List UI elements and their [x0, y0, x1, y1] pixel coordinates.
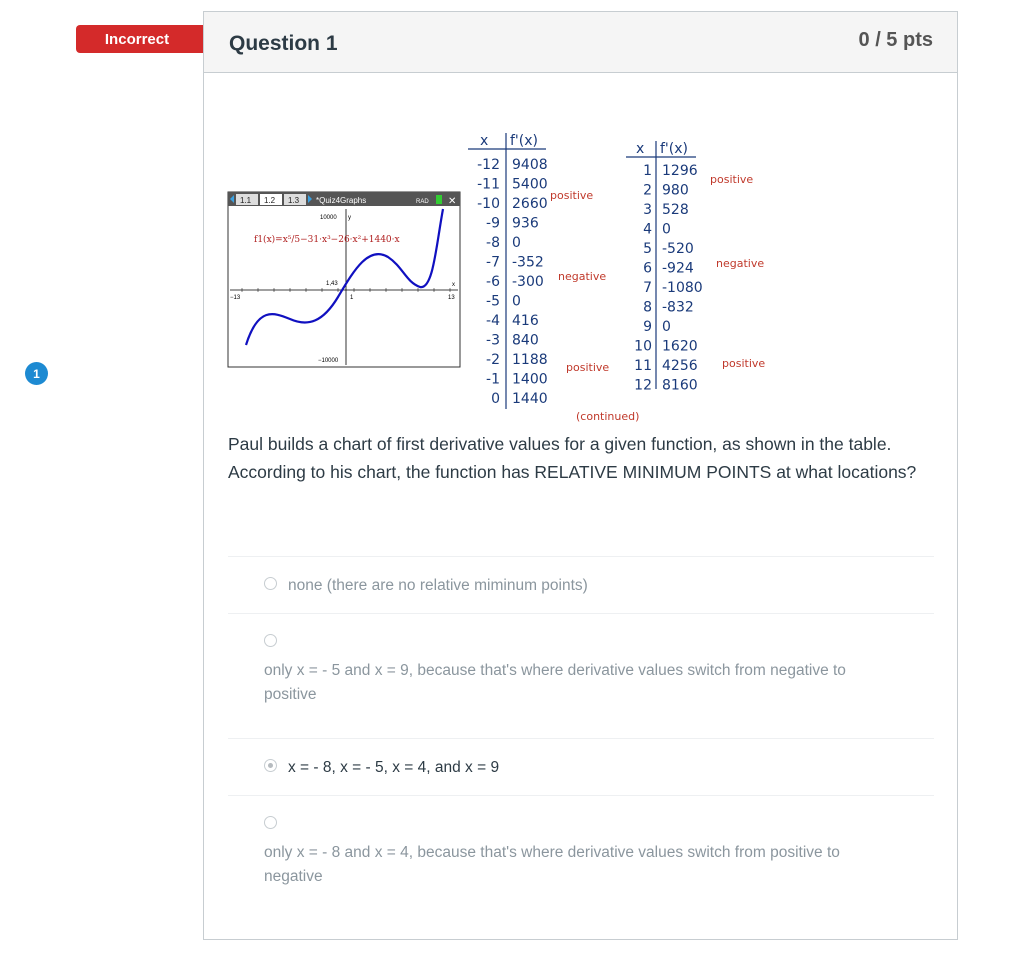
left-row-value-0: 9408 [512, 157, 548, 173]
calc-tab-3-label: 1.3 [288, 196, 300, 205]
answer-text-2: only x = - 5 and x = 9, because that's where derivative values switch from negative to positive [264, 662, 846, 703]
left-row-value-9: 840 [512, 332, 539, 349]
right-row-x-11: 12 [634, 377, 652, 394]
note-positive-r2: positive [722, 357, 766, 370]
left-row-x-7: -5 [486, 293, 500, 310]
left-row-value-12: 1440 [512, 391, 548, 407]
left-row-value-10: 1188 [512, 352, 548, 368]
left-row-x-12: 0 [491, 391, 500, 407]
note-positive-1: positive [550, 189, 594, 202]
svg-text:y: y [348, 215, 351, 221]
answer-text-3: x = - 8, x = - 5, x = 4, and x = 9 [288, 759, 500, 776]
calc-xmin: −13 [230, 295, 241, 301]
svg-text:x: x [480, 133, 489, 149]
derivative-table-left [468, 133, 639, 423]
note-negative-r1: negative [716, 257, 765, 270]
right-row-value-8: 0 [662, 319, 671, 335]
right-row-value-7: -832 [662, 299, 694, 316]
left-row-value-1: 5400 [512, 176, 548, 193]
right-row-x-6: 7 [643, 280, 652, 296]
continued-note: (continued) [576, 410, 640, 423]
svg-text:f'(x): f'(x) [660, 141, 688, 157]
calc-tab-2-label: 1.2 [264, 196, 276, 205]
note-positive-r1: positive [710, 173, 754, 186]
note-negative-1: negative [558, 270, 607, 283]
calc-function-label: f1(x)=x⁵/5−31·x³−26·x²+1440·x [254, 235, 400, 245]
svg-text:x: x [636, 141, 645, 157]
left-row-value-11: 1400 [512, 371, 548, 388]
left-row-x-2: -10 [477, 196, 500, 212]
answer-option-2[interactable] [228, 613, 934, 738]
right-row-x-8: 9 [643, 319, 652, 335]
right-row-value-6: -1080 [662, 280, 703, 296]
calc-ymin: −10000 [318, 358, 339, 364]
question-text: Paul builds a chart of first derivative values for a given function, as shown in the table. According to his chart, the function has RELATIVE MINIMUM POINTS at what locations? [228, 434, 917, 482]
svg-text:f'(x): f'(x) [510, 133, 538, 149]
question-points: 0 / 5 pts [858, 29, 933, 51]
right-row-value-2: 528 [662, 202, 689, 218]
right-row-x-9: 10 [634, 338, 652, 355]
calc-close-icon: ✕ [448, 196, 457, 207]
left-row-x-10: -2 [486, 352, 500, 368]
right-row-x-3: 4 [643, 221, 652, 238]
right-row-value-11: 8160 [662, 377, 698, 394]
left-row-x-5: -7 [486, 254, 500, 271]
calc-doc-title: *Quiz4Graphs [316, 196, 367, 205]
left-row-value-8: 416 [512, 313, 539, 329]
question-title: Question 1 [229, 32, 338, 55]
question-figure [228, 127, 766, 423]
left-row-value-6: -300 [512, 274, 544, 290]
right-row-x-7: 8 [643, 299, 652, 316]
incorrect-badge: Incorrect [76, 25, 204, 53]
left-row-x-11: -1 [486, 371, 500, 388]
answer-text-4: only x = - 8 and x = 4, because that's where derivative values switch from positive to negative [264, 844, 840, 885]
question-header [204, 12, 957, 73]
left-row-x-8: -4 [486, 313, 500, 329]
left-row-x-3: -9 [486, 215, 500, 232]
answer-option-4[interactable] [228, 795, 934, 920]
calc-xmax: 13 [448, 295, 455, 301]
answer-radio-2[interactable] [264, 634, 277, 647]
left-row-x-6: -6 [486, 274, 500, 290]
right-row-value-5: -924 [662, 260, 694, 277]
answer-radio-4[interactable] [264, 816, 277, 829]
left-row-value-4: 0 [512, 235, 521, 251]
derivative-table-right [626, 141, 765, 394]
right-row-x-0: 1 [643, 163, 652, 179]
note-positive-2: positive [566, 361, 610, 374]
answer-radio-3[interactable] [264, 759, 277, 772]
left-row-value-3: 936 [512, 215, 539, 232]
left-row-x-4: -8 [486, 235, 500, 251]
right-row-value-4: -520 [662, 241, 694, 257]
right-row-value-1: 980 [662, 182, 689, 199]
right-row-value-0: 1296 [662, 163, 698, 179]
left-row-x-0: -12 [477, 157, 500, 173]
calc-tab-1-label: 1.1 [240, 196, 252, 205]
answer-list [228, 556, 934, 920]
svg-text:1,43: 1,43 [326, 281, 338, 287]
right-row-x-1: 2 [643, 182, 652, 199]
right-row-value-10: 4256 [662, 358, 698, 374]
right-row-value-3: 0 [662, 221, 671, 238]
calculator-screenshot [228, 192, 460, 367]
right-row-x-2: 3 [643, 202, 652, 218]
left-row-value-2: 2660 [512, 196, 548, 212]
left-row-x-9: -3 [486, 332, 500, 349]
answer-text-1: none (there are no relative miminum points) [288, 577, 588, 594]
answer-option-1[interactable] [228, 556, 934, 613]
left-row-x-1: -11 [477, 176, 500, 193]
right-row-x-4: 5 [643, 241, 652, 257]
svg-text:x: x [452, 282, 455, 288]
left-row-value-5: -352 [512, 254, 544, 271]
question-number-marker[interactable]: 1 [25, 362, 48, 385]
calc-mode: RAD [416, 199, 429, 205]
svg-text:1: 1 [350, 295, 354, 301]
answer-option-3[interactable] [228, 738, 934, 795]
calc-ymax: 10000 [320, 215, 337, 221]
right-row-x-10: 11 [634, 358, 652, 374]
question-card [203, 11, 958, 940]
left-row-value-7: 0 [512, 293, 521, 310]
right-row-x-5: 6 [643, 260, 652, 277]
right-row-value-9: 1620 [662, 338, 698, 355]
answer-radio-1[interactable] [264, 577, 277, 590]
